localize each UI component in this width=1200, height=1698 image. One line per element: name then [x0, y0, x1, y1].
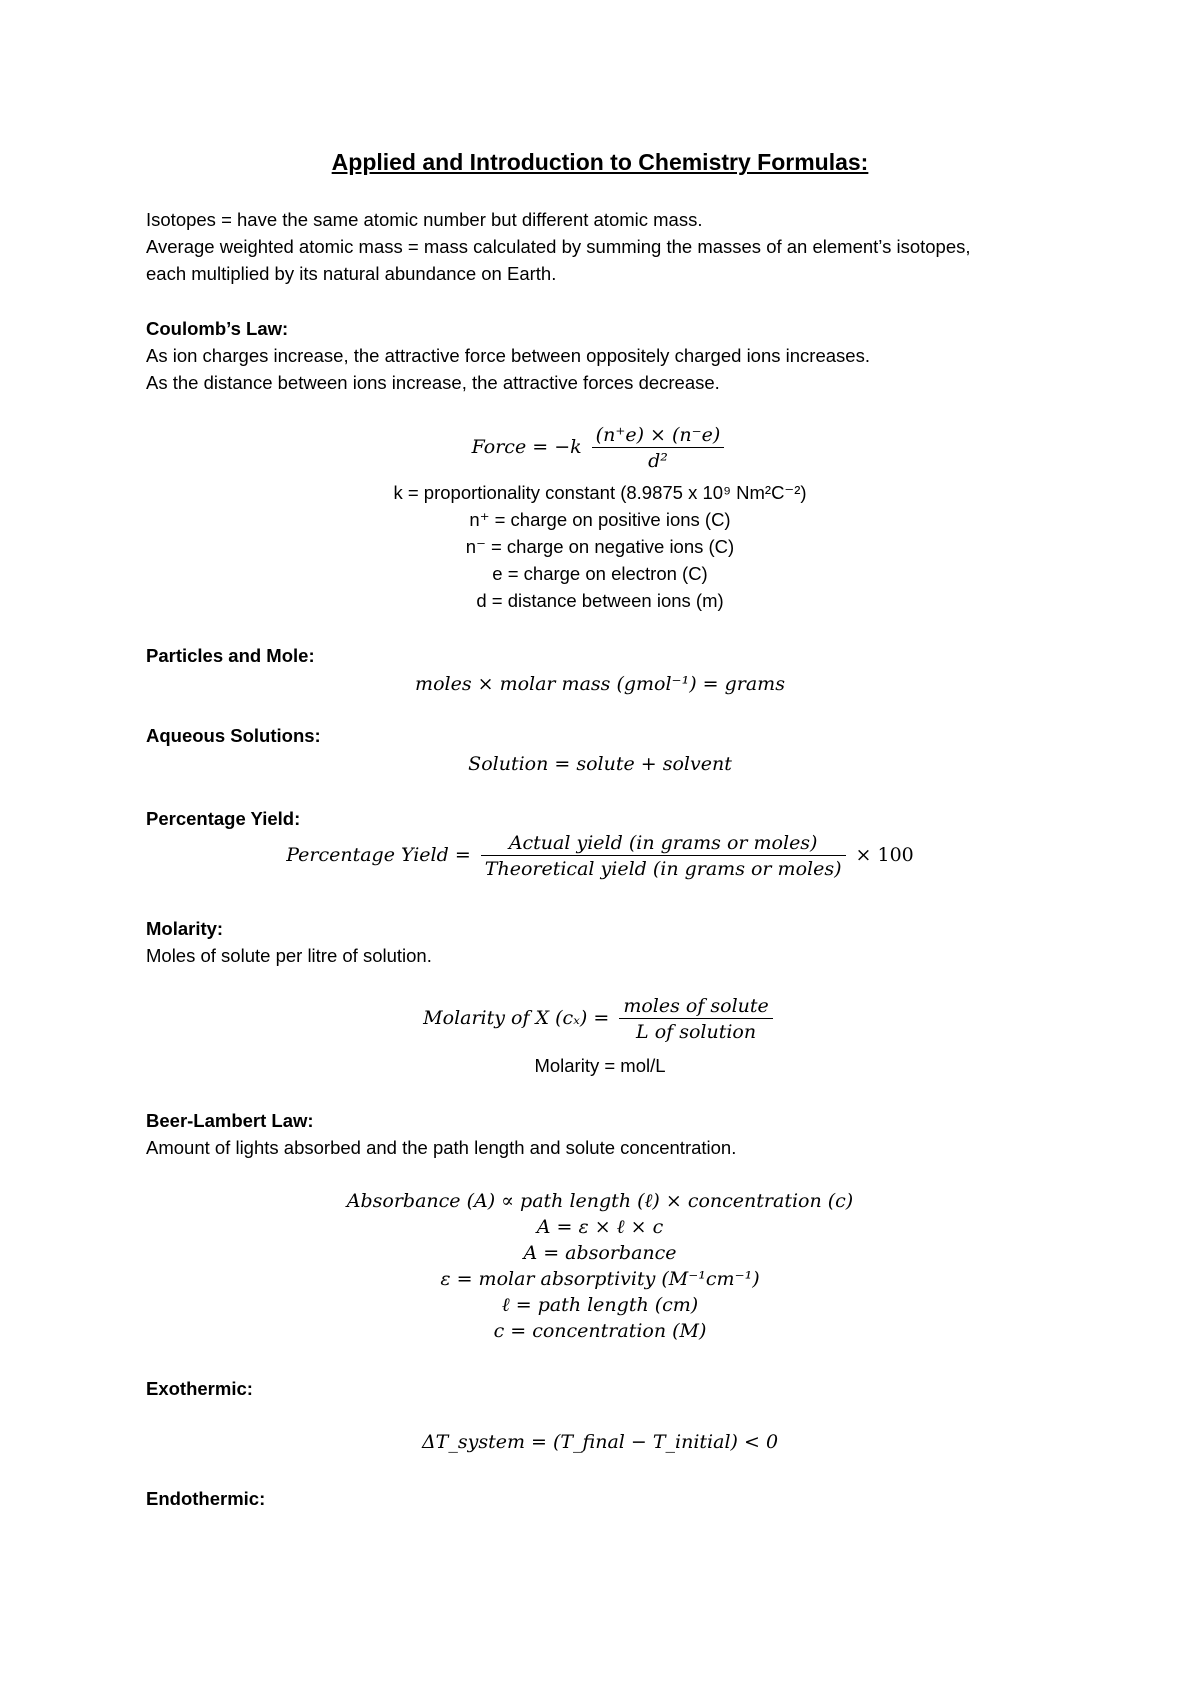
- molarity-denominator: L of solution: [636, 1021, 757, 1043]
- k-definition: k = proportionality constant (8.9875 x 10⁹ Nm²C⁻²): [393, 482, 807, 503]
- yield-formula: [0, 832, 1200, 880]
- coulomb-fraction: [592, 424, 725, 472]
- yield-lhs: Percentage Yield =: [286, 844, 471, 866]
- coulomb-desc-line1: As ion charges increase, the attractive force between oppositely charged ions increases.: [146, 345, 870, 366]
- awam-definition-line1: Average weighted atomic mass = mass calculated by summing the masses of an element’s isotopes,: [146, 236, 971, 257]
- molarity-formula: [0, 995, 1200, 1043]
- molarity-numerator: moles of solute: [619, 995, 772, 1019]
- coulomb-denominator: d²: [648, 450, 668, 472]
- particles-formula: moles × molar mass (gmol⁻¹) = grams: [415, 673, 785, 695]
- molarity-unit: Molarity = mol/L: [534, 1055, 666, 1076]
- coulomb-heading: Coulomb’s Law:: [146, 318, 289, 339]
- isotopes-definition: Isotopes = have the same atomic number but different atomic mass.: [146, 209, 703, 230]
- molarity-lhs: Molarity of X (cₓ) =: [423, 1007, 610, 1029]
- aqueous-heading: Aqueous Solutions:: [146, 725, 321, 746]
- page-title: Applied and Introduction to Chemistry Formulas:: [331, 149, 869, 175]
- molar-absorptivity-definition: ε = molar absorptivity (M⁻¹cm⁻¹): [440, 1268, 760, 1290]
- nplus-definition: n⁺ = charge on positive ions (C): [469, 509, 731, 530]
- coulomb-numerator: (n⁺e) × (n⁻e): [592, 424, 725, 448]
- nminus-definition: n⁻ = charge on negative ions (C): [465, 536, 735, 557]
- beer-lambert-proportionality: Absorbance (A) ∝ path length (ℓ) × concentration (c): [346, 1190, 854, 1212]
- coulomb-formula: [0, 424, 1200, 472]
- yield-denominator: Theoretical yield (in grams or moles): [484, 858, 842, 880]
- yield-numerator: Actual yield (in grams or moles): [481, 832, 846, 856]
- e-definition: e = charge on electron (C): [492, 563, 708, 584]
- beer-lambert-description: Amount of lights absorbed and the path length and solute concentration.: [146, 1137, 737, 1158]
- molarity-fraction: [619, 995, 772, 1043]
- aqueous-formula: Solution = solute + solvent: [468, 753, 732, 775]
- coulomb-formula-lhs: Force = −k: [471, 436, 582, 458]
- concentration-definition: c = concentration (M): [493, 1320, 707, 1342]
- beer-lambert-heading: Beer-Lambert Law:: [146, 1110, 314, 1131]
- exothermic-heading: Exothermic:: [146, 1378, 253, 1399]
- exothermic-formula: ΔT_system = (T_final − T_initial) < 0: [421, 1431, 779, 1453]
- yield-heading: Percentage Yield:: [146, 808, 301, 829]
- path-length-definition: ℓ = path length (cm): [501, 1294, 699, 1316]
- coulomb-desc-line2: As the distance between ions increase, the attractive forces decrease.: [146, 372, 720, 393]
- absorbance-definition: A = absorbance: [523, 1242, 677, 1264]
- endothermic-heading: Endothermic:: [146, 1488, 266, 1509]
- molarity-description: Moles of solute per litre of solution.: [146, 945, 432, 966]
- yield-rhs: × 100: [855, 844, 914, 866]
- d-definition: d = distance between ions (m): [476, 590, 724, 611]
- yield-fraction: [481, 832, 846, 880]
- particles-heading: Particles and Mole:: [146, 645, 315, 666]
- awam-definition-line2: each multiplied by its natural abundance on Earth.: [146, 263, 557, 284]
- beer-lambert-equation: A = ε × ℓ × c: [536, 1216, 664, 1238]
- molarity-heading: Molarity:: [146, 918, 224, 939]
